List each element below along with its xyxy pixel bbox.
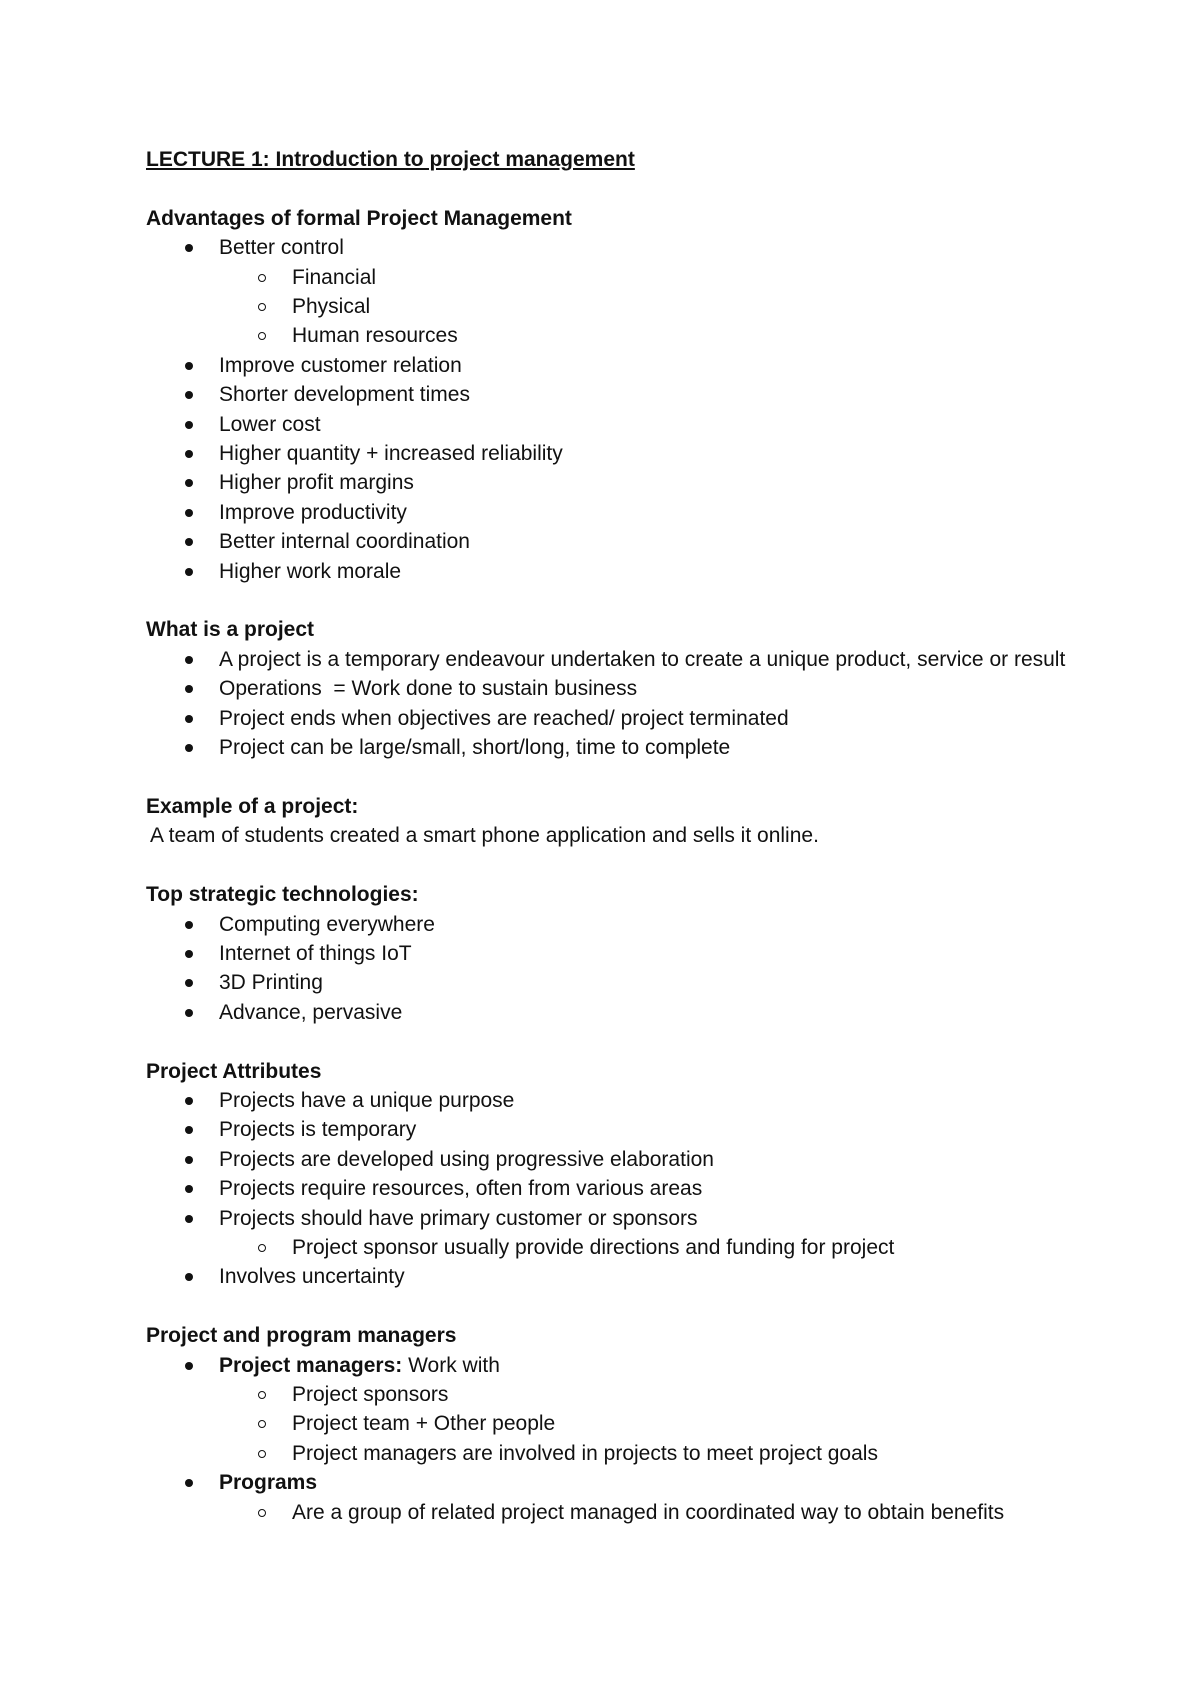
list-item-text: Computing everywhere xyxy=(219,912,435,936)
list-item xyxy=(146,351,1106,380)
bullet-icon xyxy=(185,1479,193,1487)
list-item-text: Projects have a unique purpose xyxy=(219,1088,515,1112)
list-item-text: Higher quantity + increased reliability xyxy=(219,442,563,466)
section-heading: Project Attributes xyxy=(146,1059,322,1083)
list-item-text: Projects should have primary customer or sponsors xyxy=(219,1206,698,1230)
list-item xyxy=(146,498,1106,527)
section-what-is-project xyxy=(146,615,1106,762)
list-item xyxy=(146,1145,1106,1174)
list-item-text: Project ends when objectives are reached/ project terminated xyxy=(219,706,789,730)
list-item-text: Financial xyxy=(292,265,377,289)
list-item-text: Internet of things IoT xyxy=(219,941,412,965)
bullet-icon xyxy=(185,421,193,429)
list-item-text: Advance, pervasive xyxy=(219,1000,403,1024)
hollow-bullet-icon xyxy=(258,303,266,311)
list-item-text: A project is a temporary endeavour undertaken to create a unique product, service or result xyxy=(219,647,1066,671)
bullet-icon xyxy=(185,538,193,546)
sub-list-item xyxy=(146,1233,1106,1262)
bullet-icon xyxy=(185,950,193,958)
sub-list-item xyxy=(146,1409,1106,1438)
list-item-text: Project sponsors xyxy=(292,1382,449,1406)
hollow-bullet-icon xyxy=(258,332,266,340)
list-item xyxy=(146,557,1106,586)
bullet-list xyxy=(146,910,1106,1028)
list-item xyxy=(146,939,1106,968)
list-item xyxy=(146,233,1106,262)
list-item-text: Are a group of related project managed in coordinated way to obtain benefits xyxy=(292,1500,1005,1524)
bullet-icon xyxy=(185,1009,193,1017)
list-item xyxy=(146,1174,1106,1203)
list-item-text: Project team + Other people xyxy=(292,1412,556,1436)
list-item-text: Better internal coordination xyxy=(219,530,470,554)
bullet-list xyxy=(146,1351,1106,1527)
section-heading: Project and program managers xyxy=(146,1324,457,1348)
section-advantages xyxy=(146,204,1106,586)
sub-list-item xyxy=(146,1439,1106,1468)
list-item-text: Human resources xyxy=(292,324,458,348)
list-item-text: Projects require resources, often from various areas xyxy=(219,1177,703,1201)
section-example xyxy=(146,792,1106,851)
list-item xyxy=(146,704,1106,733)
bullet-icon xyxy=(185,1273,193,1281)
bullet-icon xyxy=(185,244,193,252)
bullet-icon xyxy=(185,1362,193,1370)
bullet-icon xyxy=(185,568,193,576)
section-heading: What is a project xyxy=(146,618,315,642)
list-item-text: Improve customer relation xyxy=(219,353,462,377)
bullet-icon xyxy=(185,362,193,370)
hollow-bullet-icon xyxy=(258,274,266,282)
example-text: A team of students created a smart phone application and sells it online. xyxy=(150,824,819,848)
bullet-icon xyxy=(185,1215,193,1223)
list-item xyxy=(146,1204,1106,1233)
list-item xyxy=(146,380,1106,409)
list-item xyxy=(146,439,1106,468)
list-item-text: Higher profit margins xyxy=(219,471,414,495)
bullet-icon xyxy=(185,1097,193,1105)
list-item xyxy=(146,968,1106,997)
bullet-icon xyxy=(185,656,193,664)
document-title: LECTURE 1: Introduction to project management xyxy=(146,148,635,171)
list-item xyxy=(146,1262,1106,1291)
list-item-label: Project managers: xyxy=(219,1353,403,1377)
section-technologies xyxy=(146,880,1106,1027)
list-item xyxy=(146,527,1106,556)
list-item xyxy=(146,674,1106,703)
list-item-text: Projects is temporary xyxy=(219,1118,417,1142)
bullet-icon xyxy=(185,715,193,723)
list-item xyxy=(146,1115,1106,1144)
list-item xyxy=(146,1468,1106,1497)
sub-list-item xyxy=(146,1380,1106,1409)
section-heading: Example of a project: xyxy=(146,794,359,818)
list-item-text: Work with xyxy=(408,1353,500,1377)
list-item-text: Lower cost xyxy=(219,412,321,436)
hollow-bullet-icon xyxy=(258,1450,266,1458)
hollow-bullet-icon xyxy=(258,1420,266,1428)
bullet-icon xyxy=(185,1185,193,1193)
list-item xyxy=(146,1086,1106,1115)
bullet-icon xyxy=(185,509,193,517)
list-item xyxy=(146,468,1106,497)
bullet-icon xyxy=(185,1126,193,1134)
hollow-bullet-icon xyxy=(258,1244,266,1252)
bullet-list xyxy=(146,1086,1106,1292)
list-item-text: Improve productivity xyxy=(219,500,407,524)
section-heading: Advantages of formal Project Management xyxy=(146,206,572,230)
list-item-text: Shorter development times xyxy=(219,383,470,407)
bullet-icon xyxy=(185,450,193,458)
list-item xyxy=(146,1351,1106,1380)
list-item-text: 3D Printing xyxy=(219,971,323,995)
list-item-text: Involves uncertainty xyxy=(219,1265,405,1289)
list-item-text: Projects are developed using progressive elaboration xyxy=(219,1147,714,1171)
list-item-text: Higher work morale xyxy=(219,559,402,583)
list-item-text: Project can be large/small, short/long, time to complete xyxy=(219,736,731,760)
sub-list-item xyxy=(146,263,1106,292)
list-item xyxy=(146,645,1106,674)
bullet-icon xyxy=(185,1156,193,1164)
hollow-bullet-icon xyxy=(258,1509,266,1517)
bullet-icon xyxy=(185,921,193,929)
document-body xyxy=(146,145,1106,1556)
sub-list-item xyxy=(146,292,1106,321)
bullet-list xyxy=(146,645,1106,763)
bullet-icon xyxy=(185,479,193,487)
bullet-icon xyxy=(185,979,193,987)
list-item-text: Project managers are involved in projects to meet project goals xyxy=(292,1441,878,1465)
list-item xyxy=(146,733,1106,762)
bullet-icon xyxy=(185,391,193,399)
sub-list-item xyxy=(146,1498,1106,1527)
sub-list-item xyxy=(146,321,1106,350)
bullet-icon xyxy=(185,685,193,693)
list-item xyxy=(146,410,1106,439)
hollow-bullet-icon xyxy=(258,1391,266,1399)
list-item xyxy=(146,910,1106,939)
bullet-list xyxy=(146,233,1106,586)
list-item-text: Project sponsor usually provide directions and funding for project xyxy=(292,1235,895,1259)
section-heading: Top strategic technologies: xyxy=(146,883,419,907)
section-managers xyxy=(146,1321,1106,1527)
bullet-icon xyxy=(185,744,193,752)
list-item-text: Operations = Work done to sustain business xyxy=(219,677,638,701)
list-item-text: Better control xyxy=(219,236,344,260)
list-item-text: Physical xyxy=(292,295,371,319)
section-attributes xyxy=(146,1057,1106,1292)
list-item-label: Programs xyxy=(219,1471,318,1495)
list-item xyxy=(146,998,1106,1027)
